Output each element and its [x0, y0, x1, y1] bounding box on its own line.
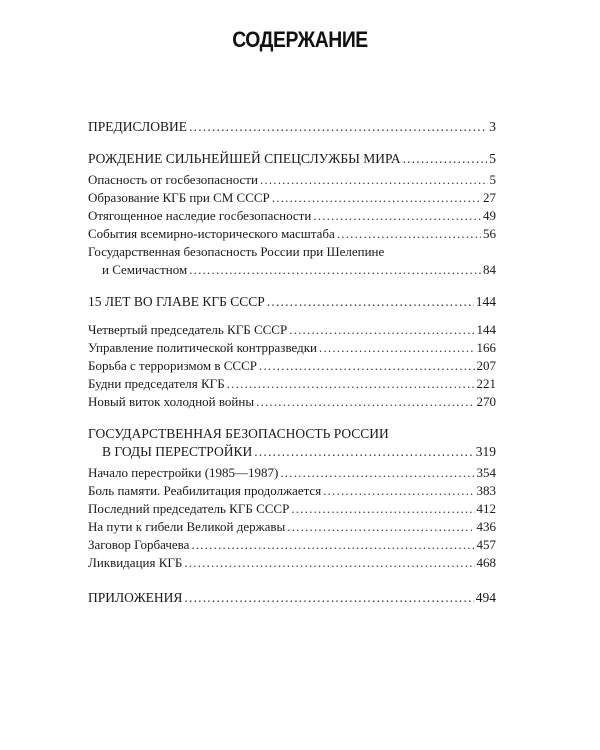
- toc-entry-page: 27: [483, 190, 496, 205]
- dot-leader: [256, 393, 474, 411]
- toc-entry-page: 457: [476, 537, 496, 552]
- toc-entry[interactable]: [88, 482, 496, 500]
- spacer: [88, 311, 496, 321]
- toc-entry[interactable]: [88, 171, 496, 189]
- toc-entry[interactable]: [88, 207, 496, 225]
- spacer: [88, 411, 496, 425]
- toc-section-page: 144: [475, 294, 496, 309]
- toc-entry-page: 56: [483, 226, 496, 241]
- toc-entry-page: 383: [476, 483, 496, 498]
- toc-section-page: 5: [489, 151, 496, 166]
- toc-section-heading-2[interactable]: [88, 293, 496, 311]
- dot-leader: [319, 339, 475, 357]
- dot-leader: [227, 375, 475, 393]
- toc-entry[interactable]: [88, 500, 496, 518]
- toc-section-heading-1[interactable]: [88, 150, 496, 168]
- toc-entry[interactable]: [88, 375, 496, 393]
- toc-entry-label: На пути к гибели Великой державы: [88, 519, 286, 534]
- toc-entry-label: Опасность от госбезопасности: [88, 172, 258, 187]
- toc-entry-label: Последний председатель КГБ СССР: [88, 501, 290, 516]
- spacer: [88, 136, 496, 150]
- toc-entry[interactable]: [88, 189, 496, 207]
- dot-leader: [337, 225, 481, 243]
- dot-leader: [272, 189, 481, 207]
- toc-entry[interactable]: [88, 321, 496, 339]
- toc-entry[interactable]: [88, 554, 496, 572]
- toc-entry-label: Новый виток холодной войны: [88, 394, 255, 409]
- toc-entry-label: Ликвидация КГБ: [88, 555, 183, 570]
- toc-entry[interactable]: [88, 339, 496, 357]
- dot-leader: [189, 118, 487, 136]
- toc-entry-page: 166: [476, 340, 496, 355]
- toc-entry-page: 5: [489, 172, 496, 187]
- toc-entry-page: 354: [476, 465, 496, 480]
- dot-leader: [291, 500, 474, 518]
- spacer: [88, 572, 496, 586]
- toc-entry[interactable]: [88, 261, 496, 279]
- toc-entry[interactable]: [88, 536, 496, 554]
- toc-entry-first-line[interactable]: Государственная безопасность России при Шелепине: [88, 244, 385, 259]
- toc-entry-page: 436: [476, 519, 496, 534]
- dot-leader: [260, 171, 488, 189]
- toc-section-label: РОЖДЕНИЕ СИЛЬНЕЙШЕЙ СПЕЦСЛУЖБЫ МИРА: [88, 151, 401, 166]
- table-of-contents: [88, 118, 496, 607]
- toc-entry[interactable]: [88, 393, 496, 411]
- toc-section-label: 15 ЛЕТ ВО ГЛАВЕ КГБ СССР: [88, 294, 265, 309]
- toc-entry-appendix[interactable]: [88, 589, 496, 607]
- toc-entry[interactable]: [88, 464, 496, 482]
- toc-section-heading-3[interactable]: [88, 443, 496, 461]
- toc-entry-label: Будни председателя КГБ: [88, 376, 225, 391]
- toc-section-label: В ГОДЫ ПЕРЕСТРОЙКИ: [102, 444, 253, 459]
- toc-entry-label: События всемирно-исторического масштаба: [88, 226, 335, 241]
- toc-entry-label: Образование КГБ при СМ СССР: [88, 190, 270, 205]
- toc-entry-page: 49: [483, 208, 496, 223]
- toc-entry-label: Заговор Горбачева: [88, 537, 190, 552]
- toc-entry-page: 221: [476, 376, 496, 391]
- toc-entry-page: 270: [476, 394, 496, 409]
- toc-entry[interactable]: [88, 357, 496, 375]
- toc-entry-page: 144: [476, 322, 496, 337]
- toc-entry-label: Отягощенное наследие госбезопасности: [88, 208, 312, 223]
- toc-section-page: 319: [475, 444, 496, 459]
- toc-entry-page: 207: [476, 358, 496, 373]
- toc-entry-page: 84: [483, 262, 496, 277]
- page-title: СОДЕРЖАНИЕ: [232, 27, 368, 52]
- dot-leader: [254, 443, 474, 461]
- dot-leader: [287, 518, 474, 536]
- toc-entry-page: 3: [489, 119, 496, 134]
- toc-entry-label: ПРИЛОЖЕНИЯ: [88, 590, 183, 605]
- toc-entry-label: Борьба с терроризмом в СССР: [88, 358, 257, 373]
- dot-leader: [191, 536, 474, 554]
- dot-leader: [289, 321, 474, 339]
- dot-leader: [259, 357, 475, 375]
- dot-leader: [184, 589, 473, 607]
- dot-leader: [184, 554, 474, 572]
- toc-entry-page: 494: [475, 590, 496, 605]
- toc-entry-preface[interactable]: [88, 118, 496, 136]
- dot-leader: [313, 207, 481, 225]
- dot-leader: [267, 293, 474, 311]
- toc-entry-label: Начало перестройки (1985—1987): [88, 465, 279, 480]
- dot-leader: [403, 150, 488, 168]
- dot-leader: [323, 482, 474, 500]
- toc-entry-page: 468: [476, 555, 496, 570]
- toc-section-heading-3-first-line[interactable]: ГОСУДАРСТВЕННАЯ БЕЗОПАСНОСТЬ РОССИИ: [88, 426, 389, 441]
- toc-entry-label: и Семичастном: [102, 262, 188, 277]
- toc-entry-label: Четвертый председатель КГБ СССР: [88, 322, 288, 337]
- dot-leader: [189, 261, 481, 279]
- toc-entry-label: Управление политической контрразведки: [88, 340, 317, 355]
- toc-entry[interactable]: [88, 225, 496, 243]
- toc-entry-page: 412: [476, 501, 496, 516]
- spacer: [88, 279, 496, 293]
- toc-entry-label: Боль памяти. Реабилитация продолжается: [88, 483, 322, 498]
- toc-entry[interactable]: [88, 518, 496, 536]
- dot-leader: [280, 464, 474, 482]
- toc-entry-label: ПРЕДИСЛОВИЕ: [88, 119, 188, 134]
